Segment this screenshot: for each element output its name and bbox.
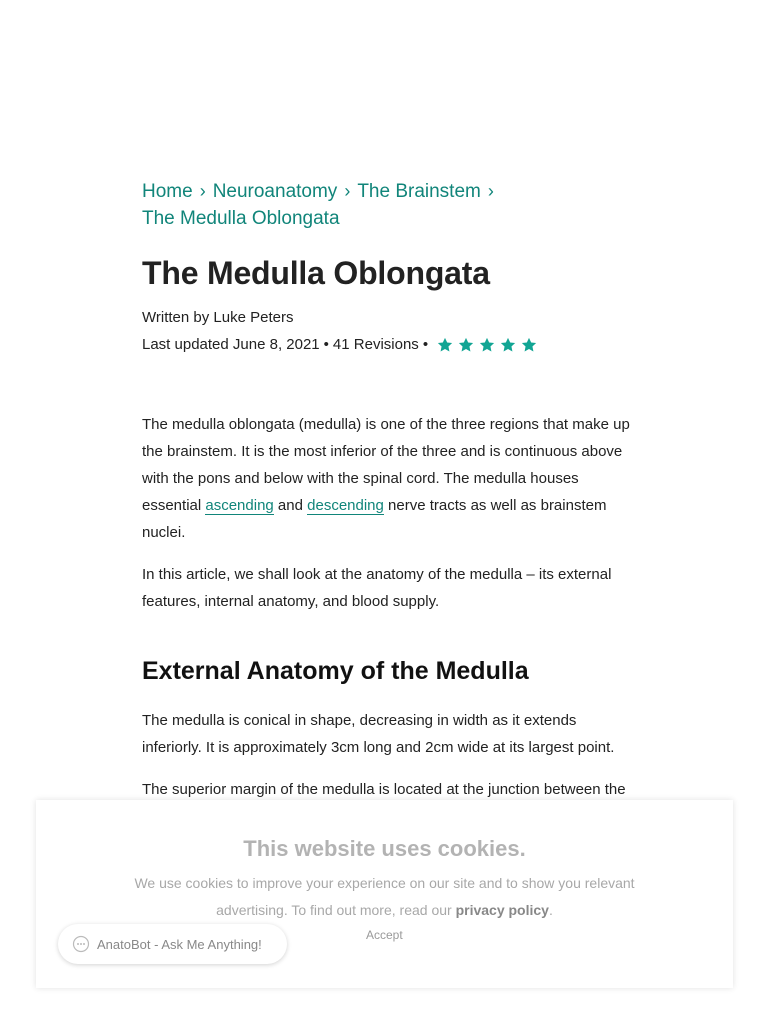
last-updated: Last updated June 8, 2021 (142, 336, 320, 353)
revisions-count: 41 Revisions (332, 336, 419, 353)
star-icon[interactable] (436, 336, 454, 354)
cookie-banner-title: This website uses cookies. (243, 836, 526, 861)
breadcrumb-home[interactable]: Home (142, 181, 193, 202)
anatobot-chat-button[interactable] (58, 924, 287, 964)
star-icon[interactable] (478, 336, 496, 354)
star-icon[interactable] (457, 336, 475, 354)
author-byline: Written by Luke Peters (142, 309, 294, 326)
breadcrumb-brainstem[interactable]: The Brainstem (357, 181, 481, 202)
breadcrumb (142, 178, 632, 232)
star-icon[interactable] (499, 336, 517, 354)
privacy-policy-link[interactable]: privacy policy (455, 902, 549, 918)
cookie-text-end: . (548, 902, 553, 918)
anatobot-label: AnatoBot - Ask Me Anything! (97, 936, 262, 952)
meta-separator: • (422, 336, 429, 353)
meta-separator: • (323, 336, 329, 353)
intro-text-2: and (273, 497, 308, 514)
intro-text-1: The medulla oblongata (medulla) is one of the three regions that make up the brainstem. It is the most inferior of the three and is continuous above with the pons and below with the spinal cord. The medulla houses essential (142, 416, 630, 514)
cookie-banner-text (36, 870, 733, 924)
article-meta (142, 331, 632, 358)
page-title: The Medulla Oblongata (142, 255, 490, 291)
breadcrumb-neuroanatomy[interactable]: Neuroanatomy (212, 181, 338, 202)
breadcrumb-separator: › (199, 181, 206, 201)
section-heading-external-anatomy: External Anatomy of the Medulla (142, 657, 529, 685)
superior-margin-paragraph: The superior margin of the medulla is located at the junction between the (142, 781, 626, 798)
breadcrumb-separator: › (344, 181, 351, 201)
article-body (142, 411, 632, 803)
ascending-link[interactable]: ascending (205, 497, 274, 514)
chat-bot-icon (72, 935, 90, 953)
overview-paragraph: In this article, we shall look at the anatomy of the medulla – its external features, internal anatomy, and blood supply. (142, 566, 612, 610)
intro-paragraph (142, 411, 632, 546)
cookie-text-body: We use cookies to improve your experience on our site and to show you relevant advertising. To find out more, read our (134, 875, 635, 918)
intro-text-3: nerve tracts as well as brainstem nuclei. (142, 497, 607, 541)
star-rating[interactable] (436, 336, 538, 354)
breadcrumb-medulla-oblongata[interactable]: The Medulla Oblongata (142, 208, 340, 229)
accept-cookies-button[interactable]: Accept (366, 928, 403, 942)
descending-link[interactable]: descending (307, 497, 384, 514)
shape-paragraph: The medulla is conical in shape, decreasing in width as it extends inferiorly. It is approximately 3cm long and 2cm wide at its largest point. (142, 712, 615, 756)
article-content (142, 178, 632, 818)
breadcrumb-separator: › (487, 181, 494, 201)
star-icon[interactable] (520, 336, 538, 354)
